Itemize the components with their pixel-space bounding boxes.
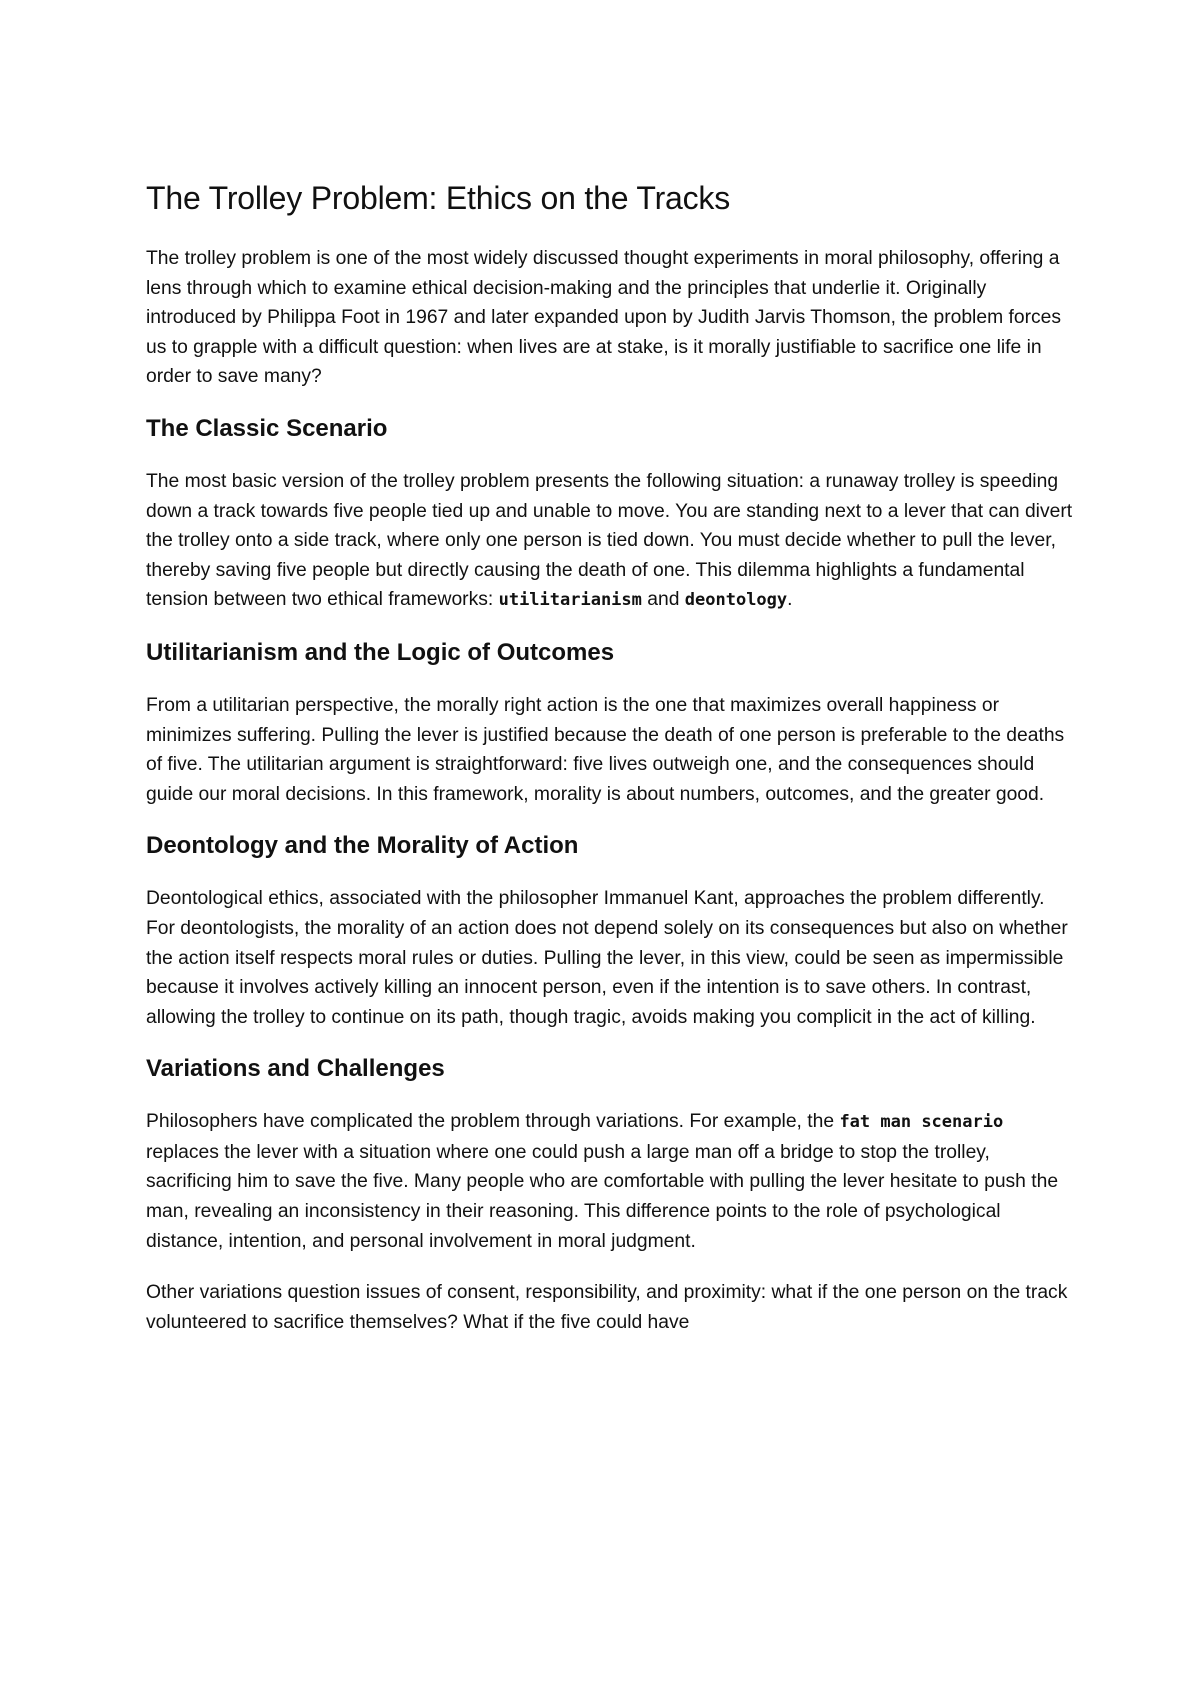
section-heading-deontology: Deontology and the Morality of Action [146, 832, 579, 860]
section-heading-classic-scenario: The Classic Scenario [146, 414, 388, 442]
section-heading-variations: Variations and Challenges [146, 1055, 445, 1083]
term-fat-man-scenario: fat man scenario [839, 1112, 1004, 1133]
classic-scenario-paragraph [146, 467, 1076, 616]
paragraph-text: . [787, 589, 793, 611]
utilitarianism-paragraph: From a utilitarian perspective, the morally right action is the one that maximizes overall happiness or minimizes suffering. Pulling the lever is justified because the death of one person is preferable to the deaths of five. The utilitarian argument is straightforward: five lives outweigh one, and the consequences should guide our moral decisions. In this framework, morality is about numbers, outcomes, and the greater good. [146, 694, 1065, 805]
variations-paragraph [146, 1107, 1076, 1256]
section-heading-utilitarianism: Utilitarianism and the Logic of Outcomes [146, 638, 615, 666]
paragraph-text: replaces the lever with a situation where one could push a large man off a bridge to stop the trolley, sacrificing him to save the five. Many people who are comfortable with pulling the lever hesitate to push the man, revealing an inconsistency in their reasoning. This difference points to the role of psychological distance, intention, and personal involvement in moral judgment. [146, 1141, 1059, 1252]
intro-paragraph: The trolley problem is one of the most widely discussed thought experiments in moral philosophy, offering a lens through which to examine ethical decision-making and the principles that underlie it. Originally introduced by Philippa Foot in 1967 and later expanded upon by Judith Jarvis Thomson, the problem forces us to grapple with a difficult question: when lives are at stake, is it morally justifiable to sacrifice one life in order to save many? [146, 248, 1061, 388]
deontology-paragraph: Deontological ethics, associated with the philosopher Immanuel Kant, approaches the problem differently. For deontologists, the morality of an action does not depend solely on its consequences but also on whether the action itself respects moral rules or duties. Pulling the lever, in this view, could be seen as impermissible because it involves actively killing an innocent person, even if the intention is to save others. In contrast, allowing the trolley to continue on its path, though tragic, avoids making you complicit in the act of killing. [146, 888, 1068, 1028]
term-deontology: deontology [684, 590, 788, 611]
term-utilitarianism: utilitarianism [498, 590, 642, 611]
paragraph-text: Philosophers have complicated the problem through variations. For example, the [146, 1111, 840, 1133]
variations-paragraph-2: Other variations question issues of consent, responsibility, and proximity: what if the one person on the track volunteered to sacrifice themselves? What if the five could have [146, 1282, 1068, 1333]
paragraph-text: The most basic version of the trolley problem presents the following situation: a runaway trolley is speeding down a track towards five people tied up and unable to move. You are standing next to a lever that can divert the trolley onto a side track, where only one person is tied down. You must decide whether to pull the lever, thereby saving five people but directly causing the death of one. This dilemma highlights a fundamental tension between two ethical frameworks: [146, 470, 1073, 611]
document-page [146, 178, 1076, 1359]
paragraph-text: and [641, 589, 685, 611]
document-title: The Trolley Problem: Ethics on the Tracks [146, 180, 731, 216]
